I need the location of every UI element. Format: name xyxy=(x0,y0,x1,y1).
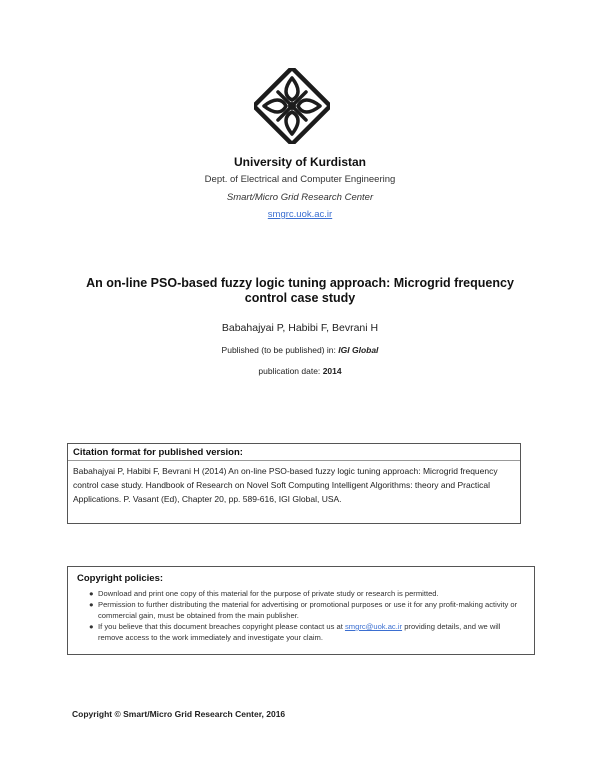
policy-text-after: providing details, and we will remove access to the work immediately and investigate your claim. xyxy=(98,622,501,642)
list-item xyxy=(89,599,525,621)
policy-text: Permission to further distributing the material for advertising or promotional purposes or use it for any profit-making activity or commercial gain, must be obtained from the main publisher. xyxy=(98,600,518,620)
date-value: 2014 xyxy=(322,366,342,376)
publisher-name: IGI Global xyxy=(338,345,379,355)
published-in xyxy=(0,345,600,355)
university-logo xyxy=(254,68,330,144)
university-name: University of Kurdistan xyxy=(233,155,367,169)
research-center-name: Smart/Micro Grid Research Center xyxy=(226,192,374,203)
citation-box xyxy=(67,443,521,524)
citation-text: Babahajyai P, Habibi F, Bevrani H (2014) An on-line PSO-based fuzzy logic tuning approach: Microgrid frequency control case study. Handbook of Research on Novel Soft Computing Intelligent Algorithms: theory and Practical Applications. P. Vasant (Ed), Chapter 20, pp. 589-616, IGI Global, USA. xyxy=(73,466,498,504)
copyright-policy-list xyxy=(89,588,525,643)
website-link[interactable]: smgrc.uok.ac.ir xyxy=(267,209,333,220)
date-label: publication date: xyxy=(258,366,321,376)
article-authors: Babahajyai P, Habibi F, Bevrani H xyxy=(221,322,379,334)
bullet-icon: ● xyxy=(89,622,94,631)
citation-divider xyxy=(68,460,520,461)
copyright-footer: Copyright © Smart/Micro Grid Research Center, 2016 xyxy=(72,709,286,719)
bullet-icon: ● xyxy=(89,589,94,598)
policy-text: Download and print one copy of this material for the purpose of private study or research is permitted. xyxy=(98,589,439,598)
copyright-policies-box xyxy=(67,566,535,655)
article-title: An on-line PSO-based fuzzy logic tuning approach: Microgrid frequency control case study xyxy=(86,276,514,305)
list-item xyxy=(89,621,525,643)
department-name: Dept. of Electrical and Computer Engineering xyxy=(204,174,396,185)
published-label: Published (to be published) in: xyxy=(221,345,336,355)
list-item xyxy=(89,588,525,599)
citation-heading: Citation format for published version: xyxy=(73,447,243,458)
bullet-icon: ● xyxy=(89,600,94,609)
contact-email-link[interactable]: smgrc@uok.ac.ir xyxy=(344,622,403,631)
copyright-heading: Copyright policies: xyxy=(77,573,164,584)
policy-text-before: If you believe that this document breaches copyright please contact us at xyxy=(98,622,343,631)
publication-date xyxy=(0,366,600,376)
